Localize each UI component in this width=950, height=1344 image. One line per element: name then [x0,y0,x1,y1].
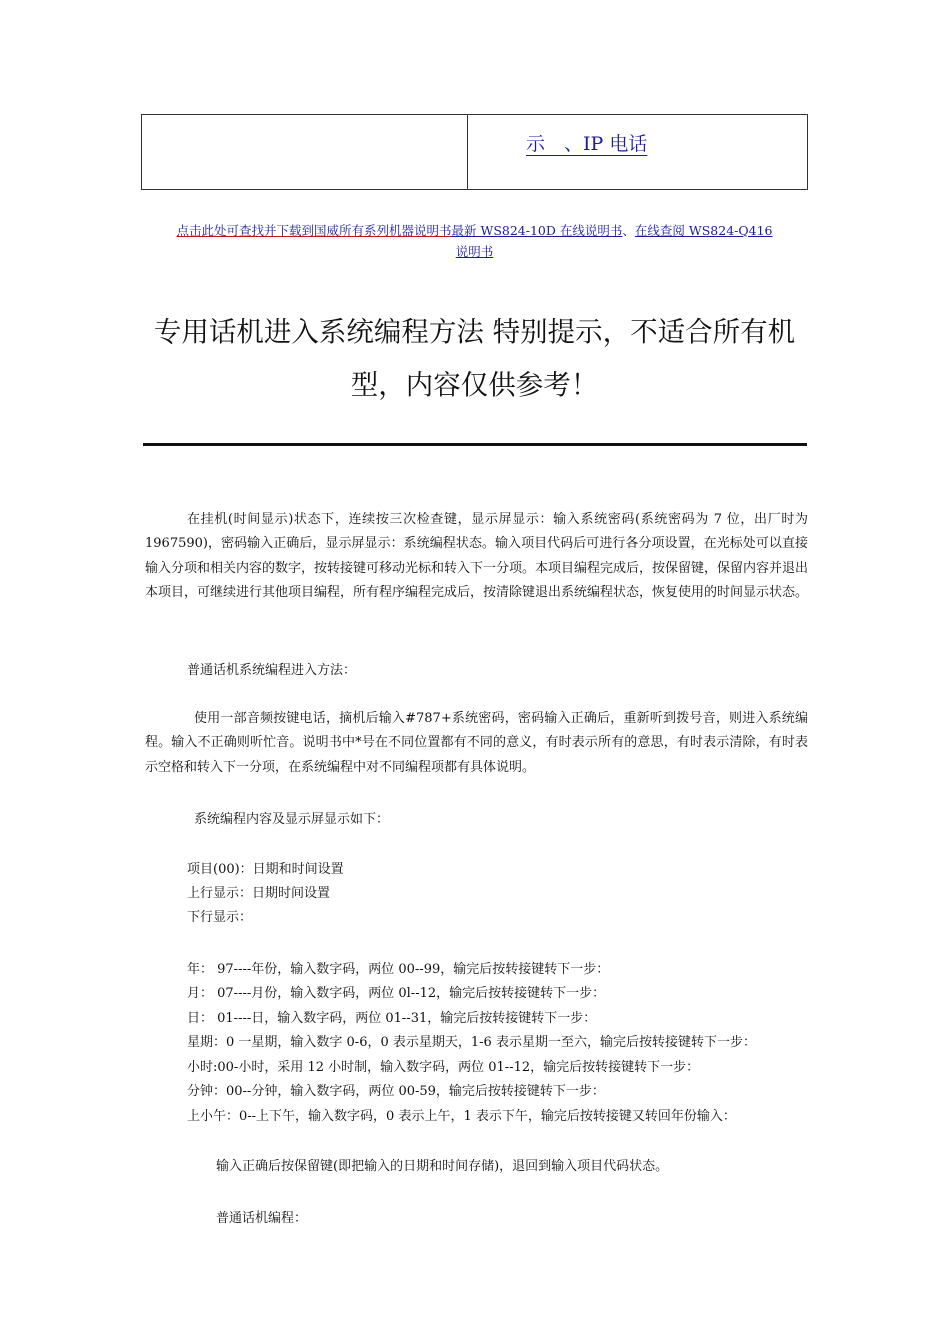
item-line: 项目(00)：日期和时间设置 [187,862,344,877]
header-cell-right [468,115,807,189]
link-separator: 、 [622,223,635,238]
field-line: 月： 07----月份，输入数字码，两位 0l--12，输完后按转接键转下一步： [187,986,606,1001]
ordinary-programming-heading: 普通话机编程： [216,1211,308,1226]
ordinary-phone-heading: 普通话机系统编程进入方法： [187,663,357,678]
field-line: 分钟：00--分钟，输入数字码，两位 00-59，输完后按转接键转下一步： [187,1084,605,1099]
ip-phone-link[interactable]: 示 、IP 电话 [526,133,648,155]
title-line-2: 型，内容仅供参考！ [350,369,599,401]
field-line: 上小午：0--上下午，输入数字码，0 表示上午，1 表示下午，输完后按转接键又转回年份输入： [187,1109,736,1124]
title-divider [143,443,807,446]
page-title [141,306,808,412]
field-line: 日： 01----日，输入数字码，两位 01--31，输完后按转接键转下一步： [187,1011,597,1026]
header-table [141,114,808,190]
item-line: 下行显示： [187,910,253,925]
ws824-q416-manual-link[interactable]: 在线查阅 WS824-Q416 [634,223,773,238]
field-line: 星期：0 一星期，输入数字 0-6，0 表示星期天，1-6 表示星期一至六，输完后按转接键转下一步： [187,1035,756,1050]
manual-links [141,220,808,262]
content-heading: 系统编程内容及显示屏显示如下： [194,812,390,827]
ordinary-phone-paragraph: 使用一部音频按键电话，摘机后输入#787+系统密码，密码输入正确后，重新听到拨号音，则进入系统编程。输入不正确则听忙音。说明书中*号在不同位置都有不同的意义，有时表示所有的意思，有时表示清除，有时表示空格和转入下一分项，在系统编程中对不同编程项都有具体说明。 [145,711,808,775]
field-line: 小时:00-小时，采用 12 小时制，输入数字码，两位 01--12，输完后按转接键转下一步： [187,1060,700,1075]
save-note: 输入正确后按保留键(即把输入的日期和时间存储)，退回到输入项目代码状态。 [216,1159,669,1174]
title-line-1: 专用话机进入系统编程方法 特别提示，不适合所有机 [153,316,796,348]
item-line: 上行显示：日期时间设置 [187,886,331,901]
ws824-q416-manual-link-cont[interactable]: 说明书 [455,244,494,259]
field-line: 年： 97----年份，输入数字码，两位 00--99，输完后按转接键转下一步： [187,962,610,977]
download-all-manuals-link[interactable]: 点击此处可查找并下载到国威所有系列机器说明书 [176,223,452,238]
ws824-10d-manual-link[interactable]: 最新 WS824-10D 在线说明书 [451,223,623,238]
intro-paragraph: 在挂机(时间显示)状态下，连续按三次检查键，显示屏显示：输入系统密码(系统密码为 7 位，出厂时为 1967590)，密码输入正确后，显示屏显示：系统编程状态。输入项目代码后可进行各分项设置，在光标处可以直接输入分项和相关内容的数字，按转接键可移动光标和转入下一分项。本项目编程完成后，按保留键，保留内容并退出本项目，可继续进行其他项目编程，所有程序编程完成后，按清除键退出系统编程状态，恢复使用的时间显示状态。 [145,512,809,600]
header-cell-left [142,115,468,189]
